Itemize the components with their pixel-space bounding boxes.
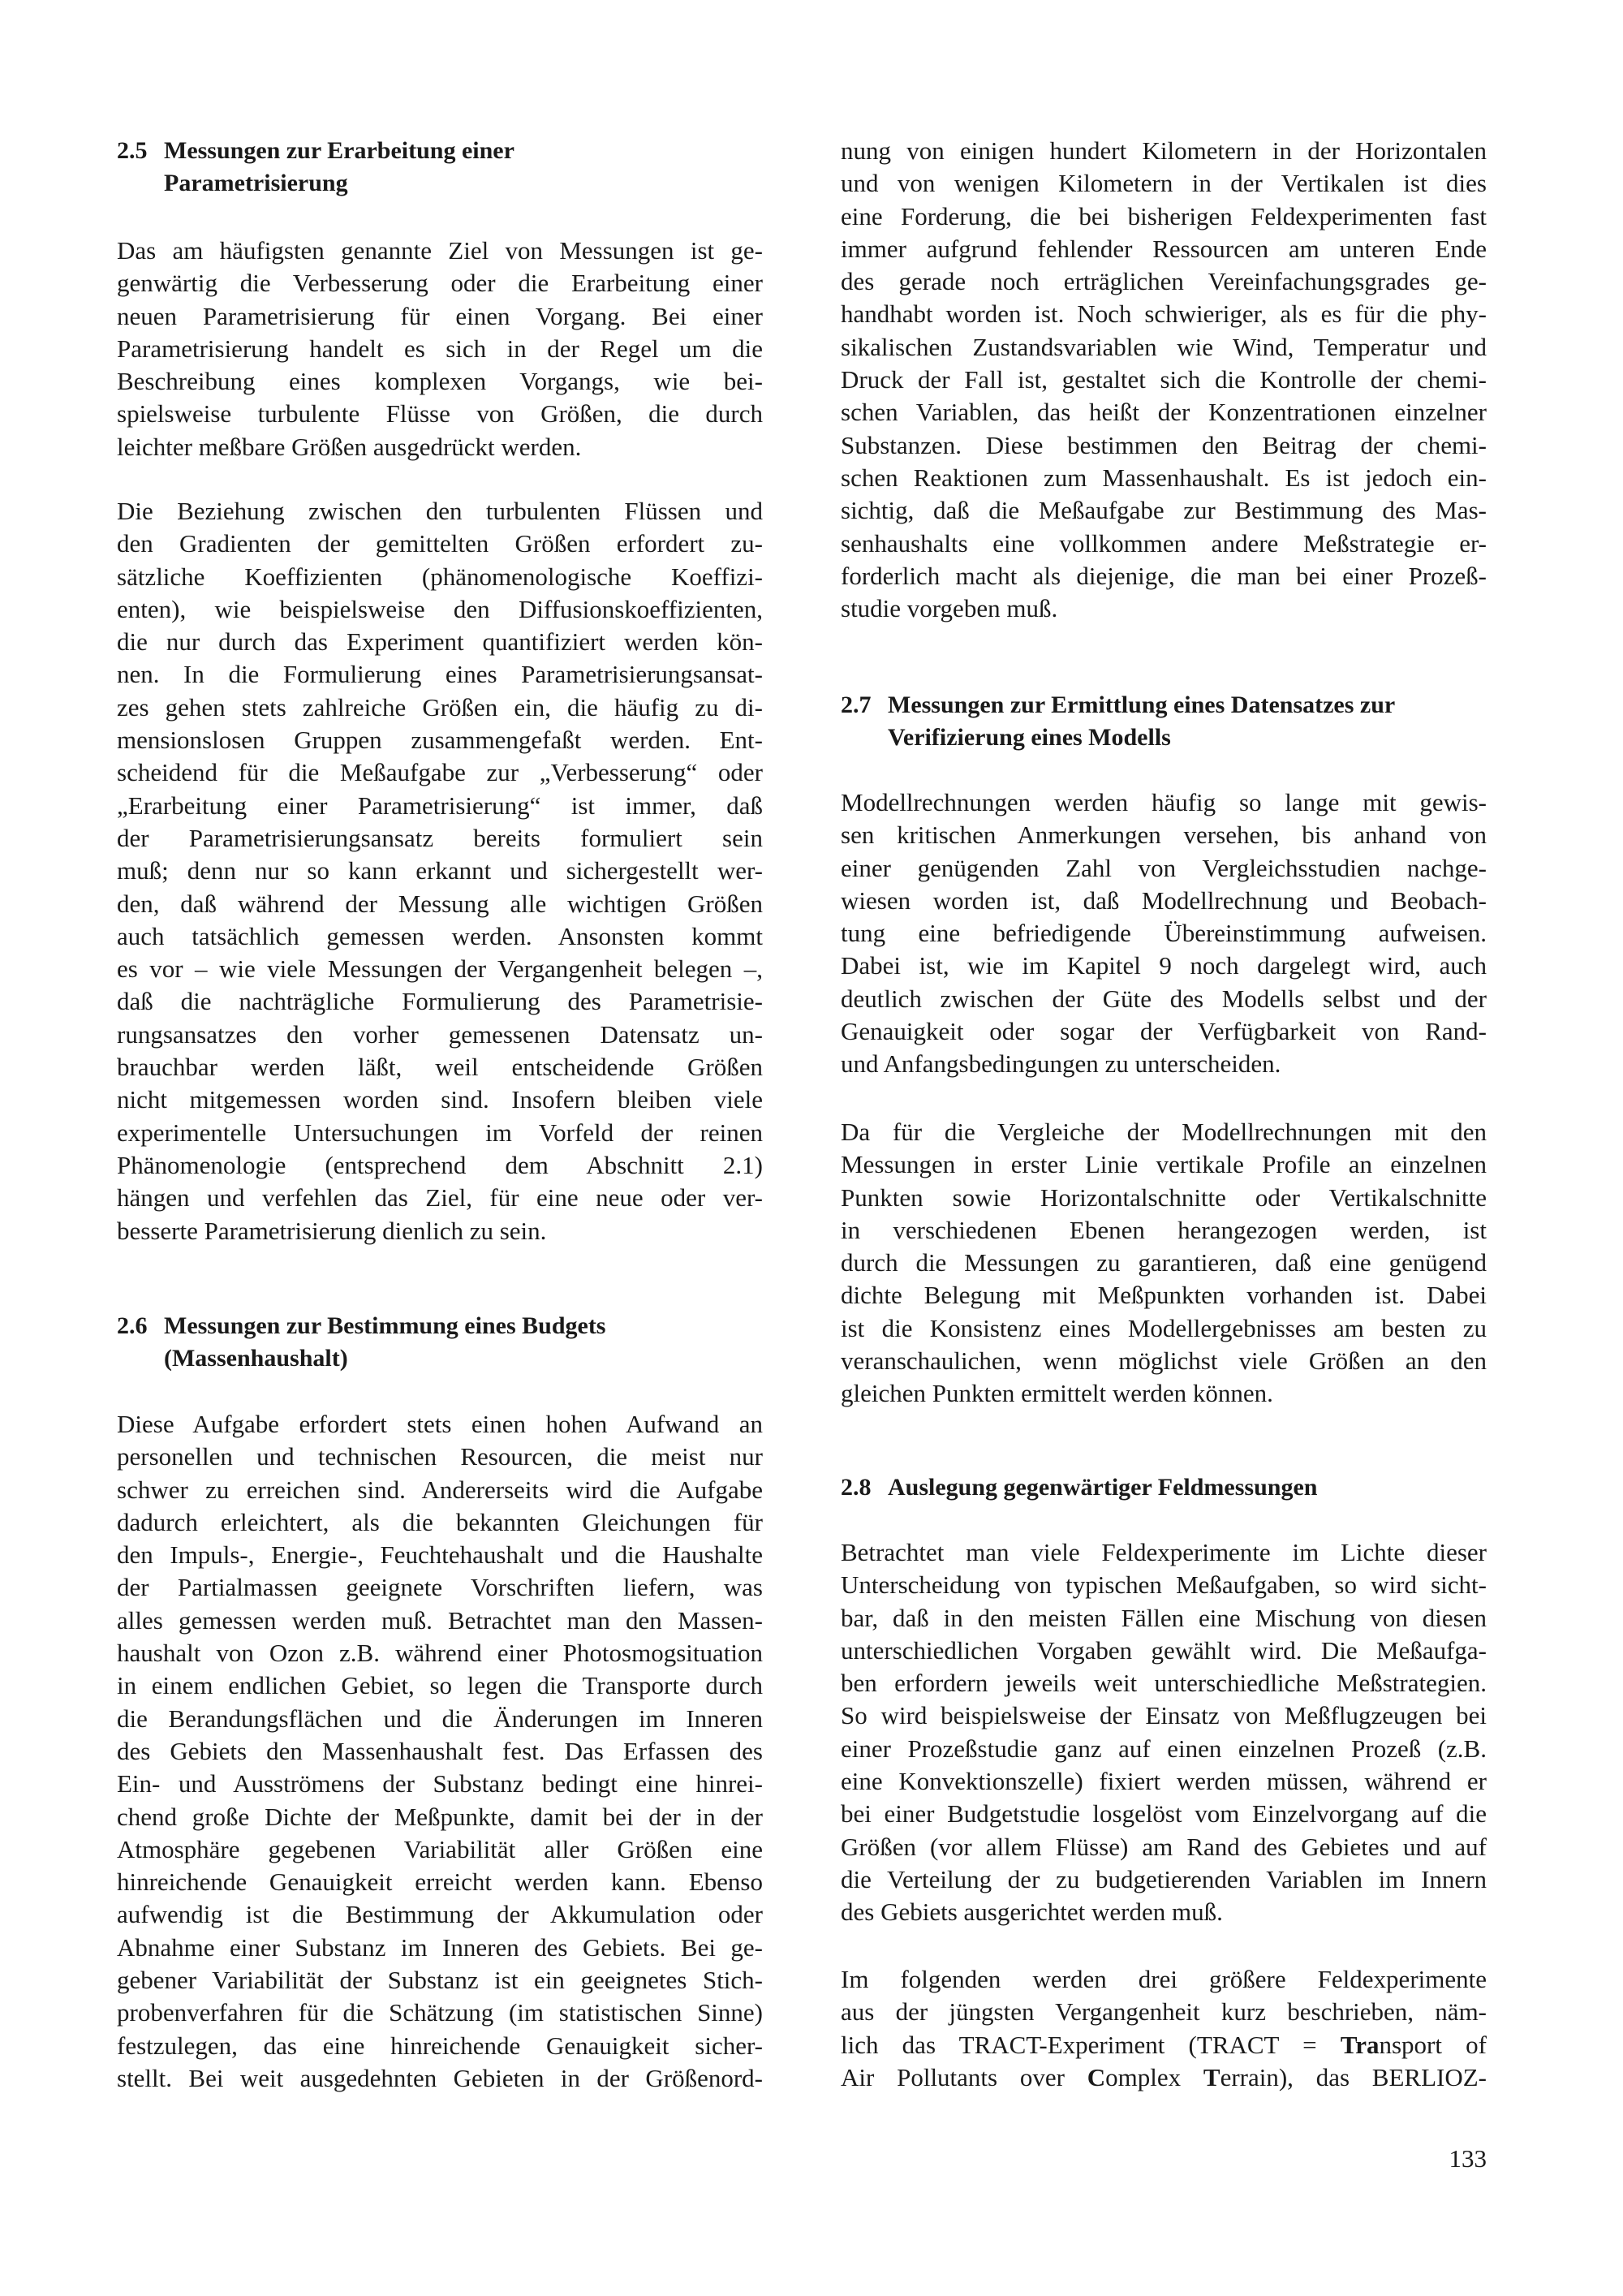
section-number: 2.6 bbox=[117, 1312, 148, 1339]
text-line: probenverfahren für die Schätzung (im statistischen Sinne) bbox=[117, 1998, 763, 2027]
heading-text: Messungen zur Bestimmung eines Budgets bbox=[164, 1312, 606, 1339]
text-line: Parametrisierung handelt es sich in der Regel um die bbox=[117, 334, 763, 363]
text-line: zes gehen stets zahlreiche Größen ein, die häufig zu di- bbox=[117, 692, 763, 722]
text-line: in einem endlichen Gebiet, so legen die Transporte durch bbox=[117, 1671, 763, 1700]
text-line: eine Konvektionszelle) fixiert werden müssen, während er bbox=[841, 1767, 1487, 1796]
text-line: bei einer Budgetstudie losgelöst vom Einzelvorgang auf die bbox=[841, 1799, 1487, 1829]
text-line: handhabt worden ist. Noch schwieriger, als es für die phy- bbox=[841, 299, 1487, 329]
text-line: forderlich macht als diejenige, die man bei einer Prozeß- bbox=[841, 561, 1487, 590]
section-number: 2.5 bbox=[117, 137, 148, 164]
text-line: personellen und technischen Resourcen, die meist nur bbox=[117, 1442, 763, 1471]
heading-line bbox=[117, 1310, 763, 1342]
text-line: festzulegen, das eine hinreichende Genauigkeit sicher- bbox=[117, 2031, 763, 2060]
text-line: Betrachtet man viele Feldexperimente im Lichte dieser bbox=[841, 1538, 1487, 1566]
text-line: auch tatsächlich gemessen werden. Ansonsten kommt bbox=[117, 921, 763, 950]
text-line: Unterscheidung von typischen Meßaufgaben, so wird sicht- bbox=[841, 1570, 1487, 1600]
text-line: gleichen Punkten ermittelt werden können. bbox=[841, 1379, 1273, 1408]
text-line: studie vorgeben muß. bbox=[841, 594, 1058, 623]
section-heading bbox=[117, 135, 763, 200]
text-line: senhaushalts eine vollkommen andere Meßstrategie er- bbox=[841, 528, 1487, 558]
text-line: und von wenigen Kilometern in der Vertikalen ist dies bbox=[841, 169, 1487, 198]
text-line: Dabei ist, wie im Kapitel 9 noch dargelegt wird, auch bbox=[841, 951, 1487, 980]
text-line: So wird beispielsweise der Einsatz von Meßflugzeugen bei bbox=[841, 1701, 1487, 1730]
text-line: Ein- und Ausströmens der Substanz bedingt eine hinrei- bbox=[117, 1769, 763, 1798]
text-line: spielsweise turbulente Flüsse von Größen, die durch bbox=[117, 399, 763, 429]
text-segment: Air Pollutants over bbox=[841, 2062, 1087, 2091]
page-number: 133 bbox=[1449, 2144, 1487, 2173]
text-line: nung von einigen hundert Kilometern in der Horizontalen bbox=[841, 136, 1487, 165]
text-line: durch die Messungen zu garantieren, daß eine genügend bbox=[841, 1248, 1487, 1277]
text-line: Das am häufigsten genannte Ziel von Messungen ist ge- bbox=[117, 236, 763, 265]
text-line: Genauigkeit oder sogar der Verfügbarkeit von Rand- bbox=[841, 1017, 1487, 1046]
text-line: Im folgenden werden drei größere Feldexperimente bbox=[841, 1965, 1487, 1993]
heading-line: Verifizierung eines Modells bbox=[888, 724, 1171, 752]
bold-acronym-letters: Tra bbox=[1340, 2030, 1380, 2059]
text-line: alles gemessen werden muß. Betrachtet man den Massen- bbox=[117, 1605, 763, 1635]
text-line: Abnahme einer Substanz im Inneren des Gebiets. Bei ge- bbox=[117, 1932, 763, 1962]
text-line: schwer zu erreichen sind. Andererseits wird die Aufgabe bbox=[117, 1475, 763, 1504]
text-line: aufwendig ist die Bestimmung der Akkumulation oder bbox=[117, 1900, 763, 1929]
text-line: einer genügenden Zahl von Vergleichsstudien nachge- bbox=[841, 853, 1487, 882]
text-line: bar, daß in den meisten Fällen eine Mischung von diesen bbox=[841, 1603, 1487, 1632]
heading-line: Parametrisierung bbox=[164, 170, 348, 197]
paragraph bbox=[841, 786, 1487, 1081]
text-line: sen kritischen Anmerkungen versehen, bis anhand von bbox=[841, 821, 1487, 850]
text-line: hängen und verfehlen das Ziel, für eine neue oder ver- bbox=[117, 1183, 763, 1213]
text-line: der Partialmassen geeignete Vorschriften liefern, was bbox=[117, 1573, 763, 1602]
text-line: veranschaulichen, wenn möglichst viele Größen an den bbox=[841, 1346, 1487, 1376]
text-line: „Erarbeitung einer Parametrisierung“ ist immer, daß bbox=[117, 790, 763, 820]
text-line: Punkten sowie Horizontalschnitte oder Vertikalschnitte bbox=[841, 1182, 1487, 1212]
heading-line: (Massenhaushalt) bbox=[164, 1345, 348, 1372]
paragraph bbox=[841, 1536, 1487, 1929]
text-line: Größen (vor allem Flüsse) am Rand des Gebietes und auf bbox=[841, 1832, 1487, 1861]
text-line: Atmosphäre gegebenen Variabilität aller Größen eine bbox=[117, 1834, 763, 1863]
section-heading bbox=[841, 689, 1487, 755]
text-line: Modellrechnungen werden häufig so lange mit gewis- bbox=[841, 788, 1487, 816]
text-line: nicht mitgemessen worden sind. Insofern bleiben viele bbox=[117, 1085, 763, 1114]
text-line: unterschiedlichen Vorgaben gewählt wird. Die Meßaufga- bbox=[841, 1635, 1487, 1665]
paragraph bbox=[117, 1408, 763, 2095]
bold-acronym-letters: T bbox=[1203, 2062, 1220, 2091]
text-line: dadurch erleichtert, als die bekannten Gleichungen für bbox=[117, 1507, 763, 1536]
text-line bbox=[841, 2061, 1487, 2094]
text-line: schen Reaktionen zum Massenhaushalt. Es ist jedoch ein- bbox=[841, 463, 1487, 492]
text-line: daß die nachträgliche Formulierung des Parametrisie- bbox=[117, 987, 763, 1016]
text-line: einer Prozeßstudie ganz auf einen einzelnen Prozeß (z.B. bbox=[841, 1734, 1487, 1763]
text-line: sichtig, daß die Meßaufgabe zur Bestimmung des Mas- bbox=[841, 496, 1487, 525]
text-line: Beschreibung eines komplexen Vorgangs, wie bei- bbox=[117, 367, 763, 396]
text-line: Druck der Fall ist, gestaltet sich die Kontrolle der chemi- bbox=[841, 365, 1487, 394]
text-line: des Gebiets ausgerichtet werden muß. bbox=[841, 1898, 1223, 1927]
bold-acronym-letters: C bbox=[1087, 2062, 1106, 2091]
text-line: sätzliche Koeffizienten (phänomenologische Koeffizi- bbox=[117, 562, 763, 591]
text-line: schen Variablen, das heißt der Konzentrationen einzelner bbox=[841, 398, 1487, 427]
text-segment: lich das TRACT-Experiment (TRACT = bbox=[841, 2030, 1341, 2059]
heading-text: Auslegung gegenwärtiger Feldmessungen bbox=[888, 1474, 1318, 1501]
text-line: enten), wie beispielsweise den Diffusionskoeffizienten, bbox=[117, 594, 763, 623]
text-line: deutlich zwischen der Güte des Modells selbst und der bbox=[841, 984, 1487, 1013]
text-line: sikalischen Zustandsvariablen wie Wind, Temperatur und bbox=[841, 332, 1487, 361]
text-line: leichter meßbare Größen ausgedrückt werden. bbox=[117, 432, 582, 461]
text-line: mensionslosen Gruppen zusammengefaßt werden. Ent- bbox=[117, 726, 763, 755]
paragraph bbox=[841, 1963, 1487, 2094]
heading-line bbox=[117, 135, 763, 167]
text-line: den Gradienten der gemittelten Größen erfordert zu- bbox=[117, 529, 763, 558]
paragraph bbox=[841, 135, 1487, 625]
paragraph bbox=[841, 1116, 1487, 1411]
text-line: Diese Aufgabe erfordert stets einen hohen Aufwand an bbox=[117, 1410, 763, 1438]
text-line: Messungen in erster Linie vertikale Profile an einzelnen bbox=[841, 1150, 1487, 1179]
text-line: tung eine befriedigende Übereinstimmung aufweisen. bbox=[841, 919, 1487, 948]
text-line: der Parametrisierungsansatz bereits formuliert sein bbox=[117, 823, 763, 852]
text-line: Da für die Vergleiche der Modellrechnungen mit den bbox=[841, 1118, 1487, 1146]
text-line: Die Beziehung zwischen den turbulenten Flüssen und bbox=[117, 497, 763, 525]
text-line: genwärtig die Verbesserung oder die Erarbeitung einer bbox=[117, 269, 763, 298]
paragraph bbox=[117, 235, 763, 463]
text-segment: nsport of bbox=[1379, 2030, 1487, 2059]
text-line: ist die Konsistenz eines Modellergebnisses am besten zu bbox=[841, 1313, 1487, 1342]
text-line: in verschiedenen Ebenen herangezogen werden, ist bbox=[841, 1215, 1487, 1244]
text-line: scheidend für die Meßaufgabe zur „Verbesserung“ oder bbox=[117, 758, 763, 787]
section-number: 2.8 bbox=[841, 1474, 872, 1501]
text-line: es vor – wie viele Messungen der Vergangenheit belegen –, bbox=[117, 954, 763, 984]
text-line: nen. In die Formulierung eines Parametrisierungsansat- bbox=[117, 660, 763, 689]
text-line: experimentelle Untersuchungen im Vorfeld der reinen bbox=[117, 1118, 763, 1147]
text-line: den, daß während der Messung alle wichtigen Größen bbox=[117, 889, 763, 918]
text-line: wiesen worden ist, daß Modellrechnung und Beobach- bbox=[841, 885, 1487, 915]
heading-line bbox=[841, 1471, 1487, 1504]
text-line bbox=[841, 2029, 1487, 2061]
text-line: Phänomenologie (entsprechend dem Abschnitt 2.1) bbox=[117, 1150, 763, 1179]
text-line: muß; denn nur so kann erkannt und sichergestellt wer- bbox=[117, 856, 763, 885]
section-heading bbox=[117, 1310, 763, 1376]
text-line: chend große Dichte der Meßpunkte, damit bei der in der bbox=[117, 1802, 763, 1831]
text-line: dichte Belegung mit Meßpunkten vorhanden ist. Dabei bbox=[841, 1281, 1487, 1310]
text-line: neuen Parametrisierung für einen Vorgang. Bei einer bbox=[117, 301, 763, 330]
text-line: die Verteilung der zu budgetierenden Variablen im Innern bbox=[841, 1864, 1487, 1893]
text-line: aus der jüngsten Vergangenheit kurz beschrieben, näm- bbox=[841, 1997, 1487, 2027]
heading-line bbox=[841, 689, 1487, 722]
text-line: besserte Parametrisierung dienlich zu sein. bbox=[117, 1216, 547, 1245]
text-line: brauchbar werden läßt, weil entscheidende Größen bbox=[117, 1053, 763, 1082]
text-line: die nur durch das Experiment quantifiziert werden kön- bbox=[117, 627, 763, 657]
text-line: den Impuls-, Energie-, Feuchtehaushalt und die Haushalte bbox=[117, 1540, 763, 1570]
paragraph bbox=[117, 495, 763, 1247]
text-line: stellt. Bei weit ausgedehnten Gebieten in der Größenord- bbox=[117, 2063, 763, 2092]
heading-text: Messungen zur Ermittlung eines Datensatzes zur bbox=[888, 691, 1396, 718]
text-line: eine Forderung, die bei bisherigen Feldexperimenten fast bbox=[841, 201, 1487, 230]
text-line: haushalt von Ozon z.B. während einer Photosmogsituation bbox=[117, 1639, 763, 1668]
text-line: gebener Variabilität der Substanz ist ein geeignetes Stich- bbox=[117, 1966, 763, 1995]
text-line: immer aufgrund fehlender Ressourcen am unteren Ende bbox=[841, 234, 1487, 263]
heading-text: Messungen zur Erarbeitung einer bbox=[164, 137, 514, 164]
text-line: des Gebiets den Massenhaushalt fest. Das Erfassen des bbox=[117, 1736, 763, 1765]
section-number: 2.7 bbox=[841, 691, 872, 718]
text-line: die Berandungsflächen und die Änderungen im Inneren bbox=[117, 1704, 763, 1733]
text-line: rungsansatzes den vorher gemessenen Datensatz un- bbox=[117, 1019, 763, 1049]
text-segment: errain), das BERLIOZ- bbox=[1220, 2062, 1487, 2091]
text-line: Substanzen. Diese bestimmen den Beitrag der chemi- bbox=[841, 430, 1487, 459]
text-line: ben erfordern jeweils weit unterschiedliche Meßstrategien. bbox=[841, 1669, 1487, 1698]
text-line: hinreichende Genauigkeit erreicht werden kann. Ebenso bbox=[117, 1867, 763, 1897]
text-segment: omplex bbox=[1105, 2062, 1203, 2091]
section-heading bbox=[841, 1471, 1487, 1504]
text-line: des gerade noch erträglichen Vereinfachungsgrades ge- bbox=[841, 267, 1487, 296]
text-line: und Anfangsbedingungen zu unterscheiden. bbox=[841, 1049, 1281, 1079]
